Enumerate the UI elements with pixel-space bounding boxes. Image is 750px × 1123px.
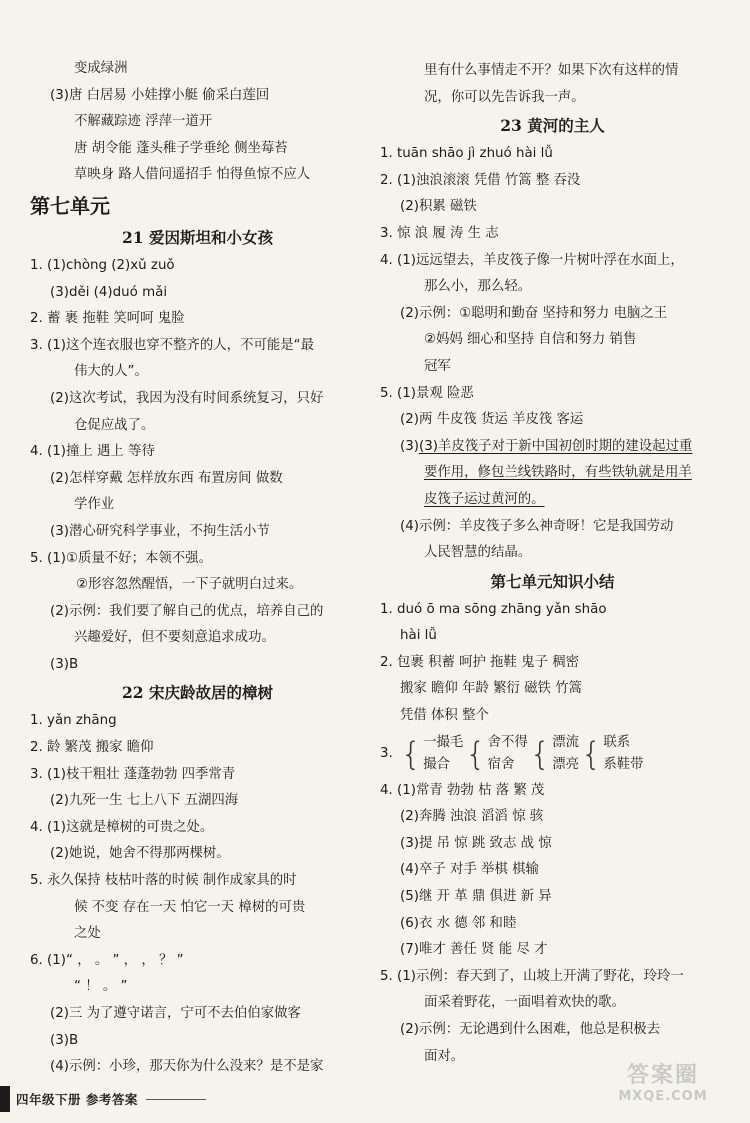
text-line: 4. (1)常青 勃勃 枯 落 繁 茂 [380, 782, 545, 798]
group-word: 一撮毛 [423, 734, 464, 750]
text-line: 冠军 [424, 358, 451, 374]
text-line: 4. (1)这就是樟树的可贵之处。 [30, 819, 214, 835]
footer-rule [146, 1099, 206, 1100]
text-line: 5. 永久保持 枝枯叶落的时候 制作成家具的时 [30, 873, 297, 889]
text-line: (3)B [50, 1032, 79, 1048]
item-number: 3. [380, 746, 393, 762]
text-line: 4. (1)远远望去，羊皮筏子像一片树叶浮在水面上， [380, 252, 684, 268]
brace-icon: { [400, 734, 422, 773]
text-line: (6)衣 水 德 邻 和睦 [400, 915, 517, 931]
text-line: 里有什么事情走不开？如果下次有这样的情 [424, 63, 679, 78]
lesson-title-23: 23 黄河的主人 [500, 116, 605, 136]
text-line: (3)提 吊 惊 跳 致志 战 惊 [400, 835, 552, 851]
group-word: 漂亮 [552, 756, 579, 772]
text-line: 伟大的人”。 [74, 364, 148, 380]
right-column [380, 58, 725, 1070]
group-word: 系鞋带 [603, 756, 644, 772]
group-word: 舍不得 [487, 734, 528, 750]
text-line: (2)积累 磁铁 [400, 199, 477, 215]
text-line: 6. (1)“ ， 。 ” ， ， ？ ” [30, 952, 184, 968]
text-line: 那么小，那么轻。 [424, 279, 532, 295]
text-line: (2)示例：无论遇到什么困难，他总是积极去 [400, 1022, 660, 1037]
underlined-answer: 要作用，修包兰线铁路时，有些铁轨就是用羊 [424, 465, 692, 481]
watermark-title: 答案圈 [626, 1063, 699, 1088]
lesson-title-22: 22 宋庆龄故居的樟树 [122, 683, 273, 703]
text-line: (2)怎样穿戴 怎样放东西 布置房间 做数 [50, 470, 283, 486]
text-line: 凭借 体积 整个 [400, 708, 489, 724]
footer-label: 四年级下册 参考答案 [16, 1092, 138, 1107]
text-line: 唐 胡令能 蓬头稚子学垂纶 侧坐莓苔 [74, 140, 288, 156]
text-line: 况，你可以先告诉我一声。 [424, 89, 585, 105]
watermark-logo [588, 1058, 738, 1118]
text-line: (2)九死一生 七上八下 五湖四海 [50, 793, 239, 809]
text-line: 候 不变 存在一天 怕它一天 樟树的可贵 [74, 899, 306, 915]
text-line: 5. (1)景观 险恶 [380, 385, 474, 401]
text-line: (5)继 开 革 鼎 俱进 新 异 [400, 889, 552, 905]
text-line: ②妈妈 细心和坚持 自信和努力 销售 [424, 332, 637, 348]
brace-icon: { [580, 734, 602, 773]
text-line: (3)děi (4)duó mǎi [50, 284, 168, 300]
text-line: 5. (1)示例：春天到了，山坡上开满了野花，玲玲一 [380, 968, 684, 984]
group-word: 宿舍 [487, 756, 515, 772]
summary-title: 第七单元知识小结 [490, 571, 615, 591]
text-line: (4)卒子 对手 举棋 棋输 [400, 862, 539, 878]
text-line: 面对。 [424, 1048, 465, 1064]
text-line: 搬家 瞻仰 年龄 繁衍 磁铁 竹篙 [400, 681, 582, 697]
text-line: hài lǚ [400, 628, 437, 644]
text-line: “ ！ 。 ” [74, 979, 128, 995]
group-word: 漂流 [552, 734, 579, 750]
text-line: 3. (1)这个连衣服也穿不整齐的人，不可能是“最 [30, 337, 314, 353]
text-line: 4. (1)撞上 遇上 等待 [30, 444, 155, 460]
text-line: 学作业 [74, 497, 115, 513]
text-line: (2)示例：①聪明和勤奋 坚持和努力 电脑之王 [400, 305, 668, 321]
text-line: (2)两 牛皮筏 货运 羊皮筏 客运 [400, 412, 584, 428]
text-line: (4)示例：小珍，那天你为什么没来？是不是家 [50, 1059, 324, 1075]
text-line: (2)这次考试，我因为没有时间系统复习，只好 [50, 390, 324, 406]
text-line: 2. 包裹 积蓄 呵护 拖鞋 鬼子 稠密 [380, 654, 580, 670]
text-line: (2)示例：我们要了解自己的优点，培养自己的 [50, 603, 324, 619]
page-footer [0, 1086, 220, 1112]
footer-marker [0, 1086, 10, 1112]
unit-title: 第七单元 [30, 193, 110, 218]
text-line: 草映身 路人借问遥招手 怕得鱼惊不应人 [74, 167, 311, 183]
text-line: 1. duó ō ma sōng zhāng yǎn shāo [380, 601, 607, 617]
text-line: 5. (1)①质量不好；本领不强。 [30, 550, 212, 566]
left-column [30, 56, 365, 1081]
text-line: (3)唐 白居易 小娃撑小艇 偷采白莲回 [50, 87, 270, 103]
text-line: 2. 龄 繁茂 搬家 瞻仰 [30, 740, 154, 756]
text-line: ②形容忽然醒悟，一下子就明白过来。 [76, 577, 303, 593]
text-line: 变成绿洲 [74, 61, 128, 76]
underlined-answer: 皮筏子运过黄河的。 [424, 491, 545, 507]
polyphone-groups [380, 730, 725, 778]
text-line: (4)示例：羊皮筏子多么神奇呀！它是我国劳动 [400, 518, 674, 534]
group-word: 联系 [603, 734, 631, 750]
underlined-answer: (3)羊皮筏子对于新中国初创时期的建设起过重 [418, 438, 693, 454]
text-line: (3)B [50, 656, 79, 672]
watermark-url: MXQE.COM [618, 1089, 708, 1104]
brace-group [423, 732, 463, 776]
text-line: 兴趣爱好，但不要刻意追求成功。 [74, 630, 275, 646]
text-line: 2. 蓄 裹 拖鞋 笑呵呵 鬼脸 [30, 311, 185, 327]
group-word: 撮合 [423, 756, 450, 772]
text-line: (7)唯才 善任 贤 能 尽 才 [400, 942, 548, 958]
text-line: 人民智慧的结晶。 [424, 545, 532, 561]
text-line: (2)她说，她舍不得那两棵树。 [50, 846, 230, 862]
brace-icon: { [529, 734, 551, 773]
brace-icon: { [465, 734, 486, 773]
text-line: (2)三 为了遵守诺言，宁可不去伯伯家做客 [50, 1006, 301, 1021]
text-line: 3. (1)枝干粗壮 蓬蓬勃勃 四季常青 [30, 766, 236, 782]
brace-group [552, 732, 579, 776]
lesson-title-21: 21 爱因斯坦和小女孩 [122, 227, 273, 247]
text-line: 1. tuān shāo jì zhuó hài lǚ [380, 146, 553, 162]
text-line: 3. 惊 浪 履 涛 生 志 [380, 225, 499, 241]
text-line: 之处 [74, 926, 101, 942]
text-line: (2)奔腾 浊浪 滔滔 惊 骇 [400, 809, 544, 825]
brace-group [488, 732, 528, 776]
brace-group [603, 732, 643, 776]
text-line: 1. (1)chòng (2)xǔ zuǒ [30, 257, 175, 273]
text-line: 面采着野花，一面唱着欢快的歌。 [424, 995, 625, 1011]
text-line: 不解藏踪迹 浮萍一道开 [74, 114, 213, 130]
text-line: (3)(3)羊皮筏子对于新中国初创时期的建设起过重 [400, 438, 693, 454]
text-line: 2. (1)浊浪滚滚 凭借 竹篙 整 吞没 [380, 172, 581, 188]
text-line: (3)潜心研究科学事业，不拘生活小节 [50, 523, 270, 539]
text-line: 1. yǎn zhāng [30, 713, 117, 729]
text-line: 仓促应战了。 [74, 417, 155, 433]
